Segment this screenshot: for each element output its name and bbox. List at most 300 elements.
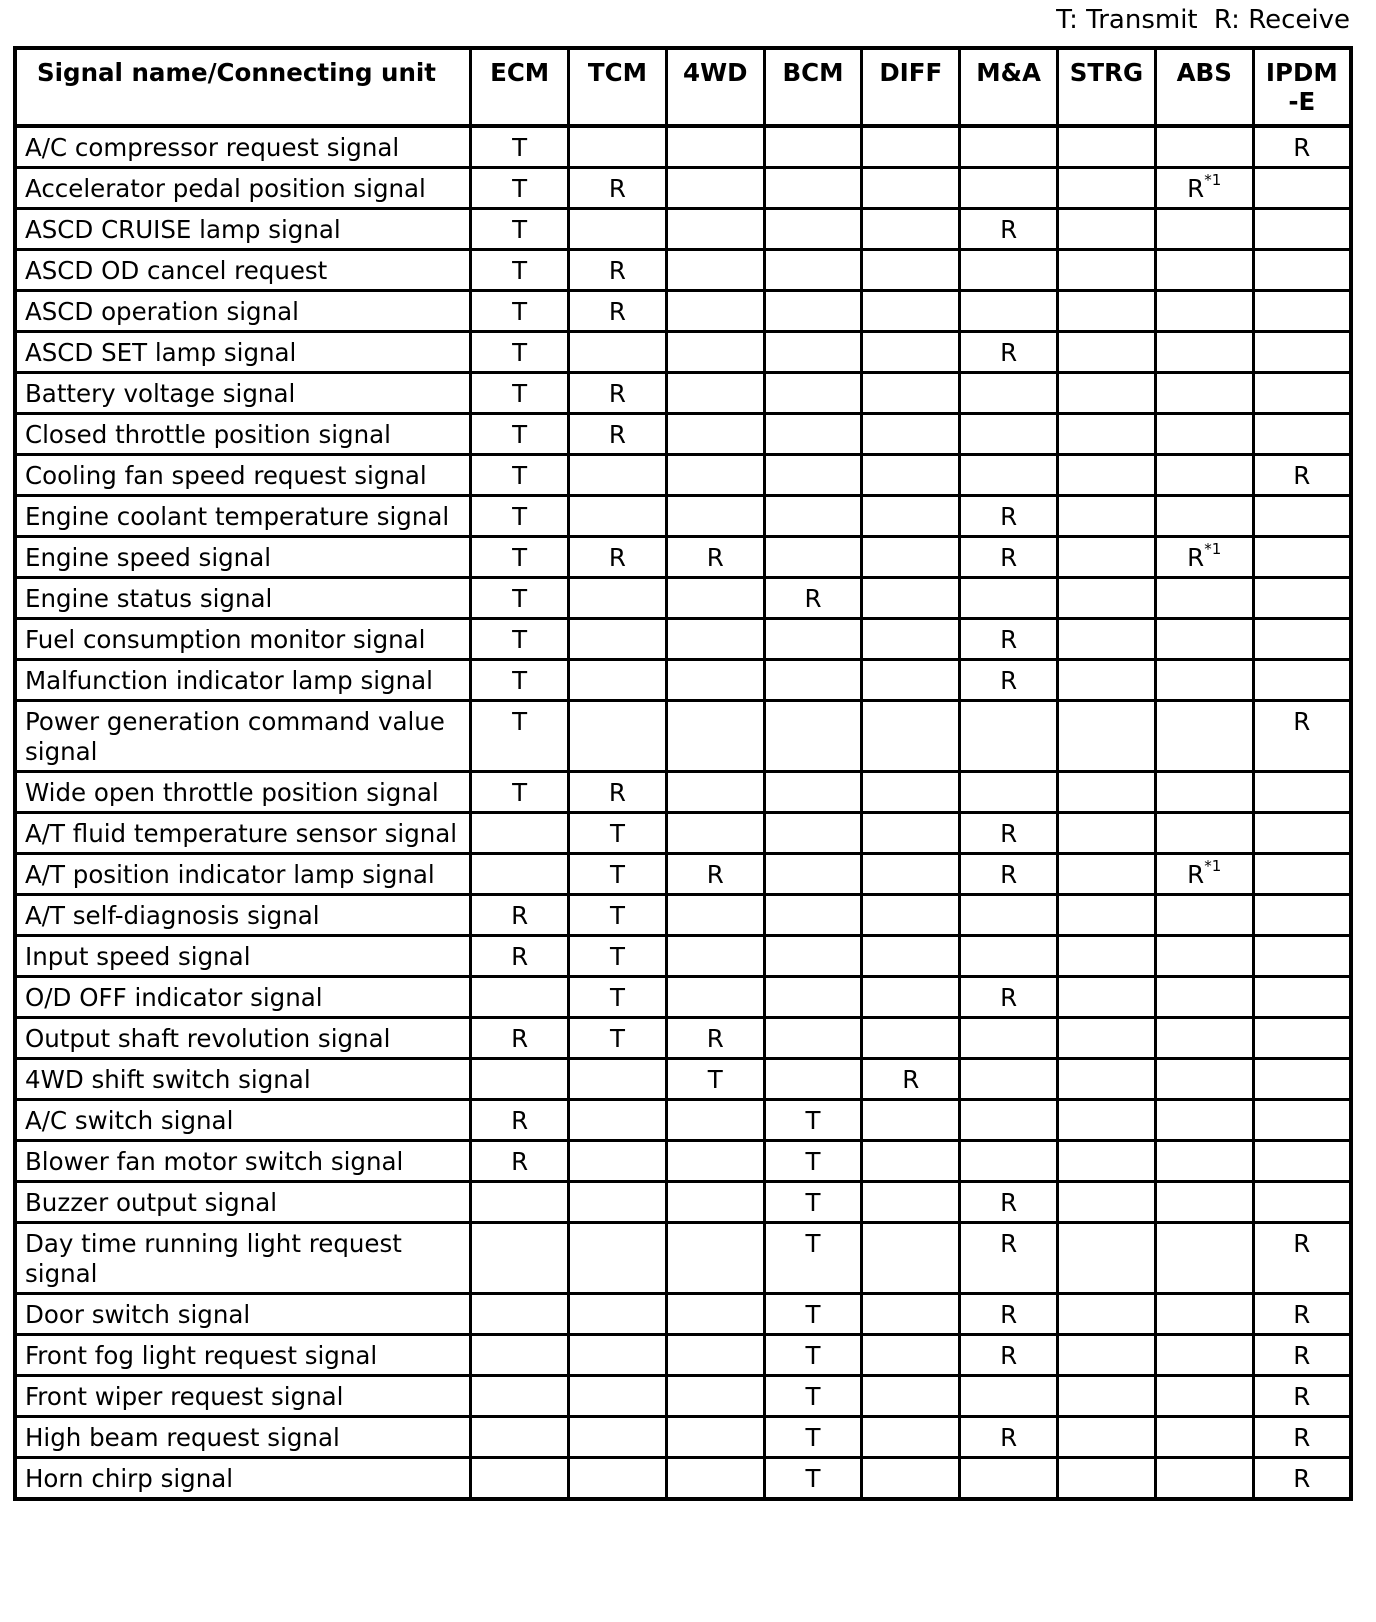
signal-value-cell xyxy=(1155,895,1253,936)
signal-value-cell xyxy=(1155,373,1253,414)
signal-value-cell xyxy=(764,126,862,168)
footnote-marker: *1 xyxy=(1204,539,1222,558)
signal-value-cell xyxy=(471,1059,569,1100)
signal-value-cell xyxy=(1155,936,1253,977)
signal-name-cell: Front wiper request signal xyxy=(15,1376,471,1417)
signal-value-cell: T xyxy=(569,895,667,936)
signal-name-cell: Door switch signal xyxy=(15,1294,471,1335)
signal-name-cell: ASCD OD cancel request xyxy=(15,250,471,291)
signal-value-cell xyxy=(862,1100,960,1141)
signal-value-cell xyxy=(764,455,862,496)
signal-value-cell xyxy=(569,1141,667,1182)
signal-value-cell: R xyxy=(960,1182,1058,1223)
signal-value-cell xyxy=(862,1335,960,1376)
signal-value-cell xyxy=(1253,660,1351,701)
signal-name-cell: Cooling fan speed request signal xyxy=(15,455,471,496)
signal-name-cell: ASCD CRUISE lamp signal xyxy=(15,209,471,250)
signal-value-cell xyxy=(862,250,960,291)
signal-value-cell xyxy=(764,660,862,701)
table-row xyxy=(15,1376,1351,1417)
signal-value-cell xyxy=(471,854,569,895)
table-row xyxy=(15,209,1351,250)
footnote-marker: *1 xyxy=(1204,856,1222,875)
signal-value-cell xyxy=(764,854,862,895)
signal-value-cell: R xyxy=(569,537,667,578)
legend xyxy=(1056,4,1350,36)
signal-value-cell xyxy=(471,813,569,854)
signal-value-cell: T xyxy=(764,1100,862,1141)
signal-value-cell xyxy=(764,977,862,1018)
signal-value-cell xyxy=(569,1376,667,1417)
signal-value-cell xyxy=(666,578,764,619)
signal-value-cell: R xyxy=(1253,455,1351,496)
signal-value-cell xyxy=(1058,1294,1156,1335)
signal-value-cell xyxy=(1253,250,1351,291)
signal-value-cell xyxy=(666,496,764,537)
table-row xyxy=(15,854,1351,895)
signal-value-cell xyxy=(1253,209,1351,250)
signal-value-cell: T xyxy=(764,1141,862,1182)
signal-value-cell: T xyxy=(471,772,569,813)
signal-value-cell xyxy=(862,936,960,977)
signal-value-cell: R xyxy=(960,209,1058,250)
signal-name-cell: Engine status signal xyxy=(15,578,471,619)
signal-value-cell xyxy=(1253,1059,1351,1100)
table-row xyxy=(15,1182,1351,1223)
signal-value-cell xyxy=(569,1458,667,1500)
signal-value-cell: $R^{*1}$ xyxy=(1155,168,1253,209)
signal-value-cell xyxy=(1058,250,1156,291)
signal-value-cell xyxy=(1058,1335,1156,1376)
signal-value-cell xyxy=(1155,619,1253,660)
signal-value-cell: $R^{*1}$ xyxy=(1155,537,1253,578)
header-signal-name: Signal name/Connecting unit xyxy=(15,48,471,126)
signal-name-cell: Wide open throttle position signal xyxy=(15,772,471,813)
signal-value-cell xyxy=(960,291,1058,332)
signal-value-cell: T xyxy=(569,1018,667,1059)
signal-value-cell xyxy=(960,250,1058,291)
signal-value-cell xyxy=(569,660,667,701)
signal-name-cell: Output shaft revolution signal xyxy=(15,1018,471,1059)
signal-value-cell: R xyxy=(1253,126,1351,168)
signal-value-cell xyxy=(1155,1182,1253,1223)
signal-value-cell xyxy=(471,977,569,1018)
table-row xyxy=(15,1100,1351,1141)
table-row xyxy=(15,772,1351,813)
signal-value-cell xyxy=(1253,772,1351,813)
signal-value-cell: T xyxy=(569,936,667,977)
signal-value-cell xyxy=(862,578,960,619)
signal-value-cell: T xyxy=(471,455,569,496)
signal-value-cell xyxy=(960,1018,1058,1059)
signal-value-cell xyxy=(764,291,862,332)
signal-value-cell: T xyxy=(764,1182,862,1223)
signal-value-cell xyxy=(1253,1100,1351,1141)
signal-value-cell xyxy=(666,1100,764,1141)
signal-value-cell xyxy=(764,1018,862,1059)
signal-value-cell xyxy=(1155,209,1253,250)
signal-value-cell xyxy=(569,578,667,619)
signal-value-cell: R xyxy=(1253,1417,1351,1458)
signal-value-cell: R xyxy=(960,813,1058,854)
signal-value-cell xyxy=(666,1458,764,1500)
signal-value-cell xyxy=(1058,496,1156,537)
signal-value-cell xyxy=(471,1182,569,1223)
signal-value-cell xyxy=(666,455,764,496)
signal-value-cell xyxy=(1155,772,1253,813)
signal-value-cell xyxy=(1155,660,1253,701)
header-unit: ECM xyxy=(471,48,569,126)
table-row xyxy=(15,1141,1351,1182)
signal-value-cell xyxy=(960,126,1058,168)
signal-value-cell xyxy=(1253,291,1351,332)
signal-value-cell: $R^{*1}$ xyxy=(1155,854,1253,895)
signal-value-cell xyxy=(471,1376,569,1417)
signal-value-cell xyxy=(569,455,667,496)
signal-name-cell: ASCD operation signal xyxy=(15,291,471,332)
table-row xyxy=(15,455,1351,496)
signal-value-cell xyxy=(1155,1018,1253,1059)
signal-value-cell xyxy=(764,537,862,578)
signal-value-cell xyxy=(1155,701,1253,772)
signal-value-cell xyxy=(1155,578,1253,619)
signal-value-cell: T xyxy=(764,1458,862,1500)
signal-value-cell: R xyxy=(960,660,1058,701)
signal-name-cell: O/D OFF indicator signal xyxy=(15,977,471,1018)
header-unit: ABS xyxy=(1155,48,1253,126)
signal-value-cell: T xyxy=(764,1417,862,1458)
signal-value-cell xyxy=(666,209,764,250)
signal-value-cell xyxy=(960,578,1058,619)
signal-value-cell xyxy=(666,1417,764,1458)
signal-name-cell: Battery voltage signal xyxy=(15,373,471,414)
signal-value-cell xyxy=(569,496,667,537)
signal-value-cell xyxy=(666,895,764,936)
signal-value-cell xyxy=(960,701,1058,772)
signal-value-cell xyxy=(764,936,862,977)
signal-value-cell xyxy=(1155,455,1253,496)
signal-value-cell xyxy=(1155,414,1253,455)
signal-value-cell xyxy=(1058,1223,1156,1294)
signal-name-cell: Engine speed signal xyxy=(15,537,471,578)
signal-value-cell: T xyxy=(764,1335,862,1376)
signal-value-cell: R xyxy=(569,291,667,332)
signal-value-cell xyxy=(666,1335,764,1376)
signal-value-cell xyxy=(862,1223,960,1294)
signal-value-cell xyxy=(569,1100,667,1141)
signal-value-cell xyxy=(666,1376,764,1417)
signal-value-cell xyxy=(960,1100,1058,1141)
signal-value-cell: T xyxy=(764,1223,862,1294)
signal-value-cell xyxy=(764,619,862,660)
table-row xyxy=(15,250,1351,291)
signal-value-cell xyxy=(1058,414,1156,455)
table-row xyxy=(15,977,1351,1018)
footnote-marker: *1 xyxy=(1204,170,1222,189)
signal-value-cell xyxy=(960,373,1058,414)
header-unit: M&A xyxy=(960,48,1058,126)
signal-value-cell xyxy=(569,1223,667,1294)
header-unit: BCM xyxy=(764,48,862,126)
signal-value-cell xyxy=(862,537,960,578)
signal-value-cell xyxy=(1155,1223,1253,1294)
signal-value-cell xyxy=(1155,1141,1253,1182)
signal-value-cell xyxy=(666,126,764,168)
signal-value-cell xyxy=(1058,660,1156,701)
signal-value-cell: R xyxy=(960,1294,1058,1335)
header-unit: TCM xyxy=(569,48,667,126)
signal-name-cell: Fuel consumption monitor signal xyxy=(15,619,471,660)
signal-value-cell xyxy=(862,895,960,936)
signal-value-cell xyxy=(569,1335,667,1376)
signal-value-cell: T xyxy=(569,854,667,895)
signal-value-cell xyxy=(666,291,764,332)
signal-value-cell xyxy=(666,373,764,414)
signal-value-cell xyxy=(960,1059,1058,1100)
signal-value-cell: R xyxy=(862,1059,960,1100)
legend-receive: R: Receive xyxy=(1213,5,1350,35)
signal-value-cell xyxy=(1253,414,1351,455)
signal-value-cell xyxy=(666,619,764,660)
signal-value-cell xyxy=(471,1223,569,1294)
signal-value-cell xyxy=(666,813,764,854)
signal-value-cell xyxy=(1253,813,1351,854)
signal-name-cell: A/C compressor request signal xyxy=(15,126,471,168)
signal-value-cell xyxy=(862,126,960,168)
signal-value-cell xyxy=(569,701,667,772)
signal-value-cell xyxy=(1155,291,1253,332)
signal-value-cell xyxy=(960,1376,1058,1417)
signal-value-cell xyxy=(1155,496,1253,537)
signal-value-cell xyxy=(1058,168,1156,209)
signal-value-cell xyxy=(1155,126,1253,168)
signal-value-cell xyxy=(1058,1376,1156,1417)
signal-name-cell: A/T self-diagnosis signal xyxy=(15,895,471,936)
signal-value-cell xyxy=(1253,895,1351,936)
signal-value-cell: R xyxy=(471,1018,569,1059)
signal-value-cell xyxy=(960,895,1058,936)
table-row xyxy=(15,895,1351,936)
signal-value-cell: T xyxy=(471,291,569,332)
signal-value-cell xyxy=(1253,1182,1351,1223)
table-row xyxy=(15,168,1351,209)
signal-value-cell xyxy=(862,168,960,209)
table-row xyxy=(15,291,1351,332)
signal-value-cell xyxy=(666,250,764,291)
signal-value-cell: R xyxy=(960,1223,1058,1294)
signal-value-cell xyxy=(1058,1458,1156,1500)
signal-value-cell: R xyxy=(569,772,667,813)
legend-transmit: T: Transmit xyxy=(1056,5,1198,35)
signal-value-cell xyxy=(1253,168,1351,209)
signal-value-cell xyxy=(960,772,1058,813)
table-row xyxy=(15,813,1351,854)
signal-value-cell: R xyxy=(569,168,667,209)
signal-value-cell xyxy=(569,126,667,168)
table-row xyxy=(15,1294,1351,1335)
signal-value-cell xyxy=(1058,619,1156,660)
signal-value-cell: R xyxy=(569,373,667,414)
signal-name-cell: ASCD SET lamp signal xyxy=(15,332,471,373)
signal-value-cell: R xyxy=(471,936,569,977)
table-row xyxy=(15,332,1351,373)
signal-value-cell xyxy=(1155,1335,1253,1376)
signal-value-cell xyxy=(1058,772,1156,813)
signal-value-cell: R xyxy=(666,537,764,578)
signal-value-cell: R xyxy=(471,895,569,936)
signal-value-cell xyxy=(569,619,667,660)
signal-value-cell xyxy=(569,1182,667,1223)
signal-value-cell xyxy=(862,373,960,414)
signal-value-cell xyxy=(862,1182,960,1223)
signal-name-cell: A/T position indicator lamp signal xyxy=(15,854,471,895)
signal-value-cell xyxy=(1058,977,1156,1018)
signal-value-cell xyxy=(666,414,764,455)
signal-value-cell xyxy=(1253,373,1351,414)
signal-value-cell xyxy=(764,1059,862,1100)
header-unit: 4WD xyxy=(666,48,764,126)
header-unit: IPDM -E xyxy=(1253,48,1351,126)
signal-value-cell: R xyxy=(1253,701,1351,772)
signal-value-cell xyxy=(1155,1294,1253,1335)
signal-value-cell xyxy=(764,813,862,854)
signal-value-cell xyxy=(960,1141,1058,1182)
signal-value-cell xyxy=(862,772,960,813)
signal-value-cell xyxy=(862,1141,960,1182)
signal-value-cell xyxy=(1058,1018,1156,1059)
signal-value-cell: T xyxy=(666,1059,764,1100)
table-row xyxy=(15,373,1351,414)
signal-name-cell: Input speed signal xyxy=(15,936,471,977)
signal-name-cell: Power generation command value signal xyxy=(15,701,471,772)
signal-value-cell: T xyxy=(471,701,569,772)
signal-value-cell: R xyxy=(1253,1376,1351,1417)
signal-value-cell xyxy=(862,813,960,854)
signal-value-cell: T xyxy=(471,168,569,209)
signal-value-cell xyxy=(471,1417,569,1458)
signal-value-cell xyxy=(1058,126,1156,168)
signal-value-cell xyxy=(1058,936,1156,977)
signal-value-cell xyxy=(1253,537,1351,578)
signal-value-cell: R xyxy=(764,578,862,619)
signal-value-cell xyxy=(1058,291,1156,332)
signal-value-cell xyxy=(569,209,667,250)
signal-name-cell: Closed throttle position signal xyxy=(15,414,471,455)
signal-name-cell: Day time running light request signal xyxy=(15,1223,471,1294)
signal-value-cell xyxy=(666,332,764,373)
signal-value-cell: R xyxy=(666,854,764,895)
signal-value-cell xyxy=(862,1417,960,1458)
signal-value-cell: R xyxy=(1253,1335,1351,1376)
signal-value-cell xyxy=(764,772,862,813)
signal-value-cell: R xyxy=(471,1141,569,1182)
signal-value-cell xyxy=(1155,332,1253,373)
signal-value-cell xyxy=(862,291,960,332)
signal-value-cell xyxy=(1058,1141,1156,1182)
table-row xyxy=(15,660,1351,701)
table-body xyxy=(15,126,1351,1499)
signal-value-cell xyxy=(1253,578,1351,619)
header-unit: STRG xyxy=(1058,48,1156,126)
signal-value-cell xyxy=(1155,250,1253,291)
signal-name-cell: Engine coolant temperature signal xyxy=(15,496,471,537)
signal-value-cell xyxy=(471,1294,569,1335)
signal-value-cell xyxy=(666,1223,764,1294)
signal-value-cell xyxy=(1155,1059,1253,1100)
signal-value-cell xyxy=(1253,619,1351,660)
signal-value-cell xyxy=(666,772,764,813)
signal-value-cell xyxy=(1058,1417,1156,1458)
table-row xyxy=(15,126,1351,168)
table-row xyxy=(15,936,1351,977)
signal-value-cell xyxy=(1058,854,1156,895)
signal-value-cell xyxy=(569,332,667,373)
signal-table xyxy=(13,46,1353,1501)
signal-value-cell xyxy=(1155,1376,1253,1417)
signal-value-cell xyxy=(960,1458,1058,1500)
signal-value-cell: R xyxy=(960,619,1058,660)
signal-name-cell: Front fog light request signal xyxy=(15,1335,471,1376)
signal-value-cell: R xyxy=(569,250,667,291)
signal-value-cell xyxy=(1058,895,1156,936)
signal-value-cell xyxy=(1058,332,1156,373)
signal-value-cell xyxy=(862,496,960,537)
signal-value-cell: R xyxy=(960,332,1058,373)
signal-value-cell xyxy=(1058,701,1156,772)
signal-value-cell xyxy=(1253,977,1351,1018)
signal-value-cell xyxy=(1253,1141,1351,1182)
signal-value-cell xyxy=(1253,1018,1351,1059)
signal-value-cell: T xyxy=(569,977,667,1018)
signal-value-cell: T xyxy=(764,1294,862,1335)
signal-value-cell: R xyxy=(1253,1294,1351,1335)
signal-value-cell xyxy=(666,977,764,1018)
signal-value-cell: R xyxy=(1253,1223,1351,1294)
signal-value-cell xyxy=(960,455,1058,496)
signal-name-cell: Horn chirp signal xyxy=(15,1458,471,1500)
signal-value-cell xyxy=(569,1294,667,1335)
header-row xyxy=(15,48,1351,126)
signal-value-cell: T xyxy=(569,813,667,854)
signal-value-cell: T xyxy=(471,209,569,250)
signal-name-cell: A/T fluid temperature sensor signal xyxy=(15,813,471,854)
signal-name-cell: Accelerator pedal position signal xyxy=(15,168,471,209)
signal-value-cell xyxy=(1253,936,1351,977)
table-row xyxy=(15,1417,1351,1458)
table-row xyxy=(15,701,1351,772)
signal-value-cell xyxy=(569,1059,667,1100)
signal-value-cell xyxy=(1253,854,1351,895)
signal-value-cell xyxy=(1058,1100,1156,1141)
signal-value-cell: T xyxy=(471,619,569,660)
signal-value-cell xyxy=(862,701,960,772)
signal-value-cell xyxy=(764,250,862,291)
signal-value-cell xyxy=(666,1294,764,1335)
signal-value-cell xyxy=(1058,209,1156,250)
signal-value-cell xyxy=(1058,1182,1156,1223)
signal-value-cell xyxy=(1155,1100,1253,1141)
signal-value-cell: T xyxy=(471,660,569,701)
signal-value-cell: T xyxy=(471,496,569,537)
signal-value-cell xyxy=(1155,1417,1253,1458)
signal-value-cell xyxy=(1155,1458,1253,1500)
signal-value-cell: T xyxy=(471,414,569,455)
signal-value-cell xyxy=(764,414,862,455)
signal-value-cell xyxy=(862,977,960,1018)
header-unit: DIFF xyxy=(862,48,960,126)
signal-value-cell xyxy=(666,1141,764,1182)
signal-value-cell xyxy=(1253,332,1351,373)
